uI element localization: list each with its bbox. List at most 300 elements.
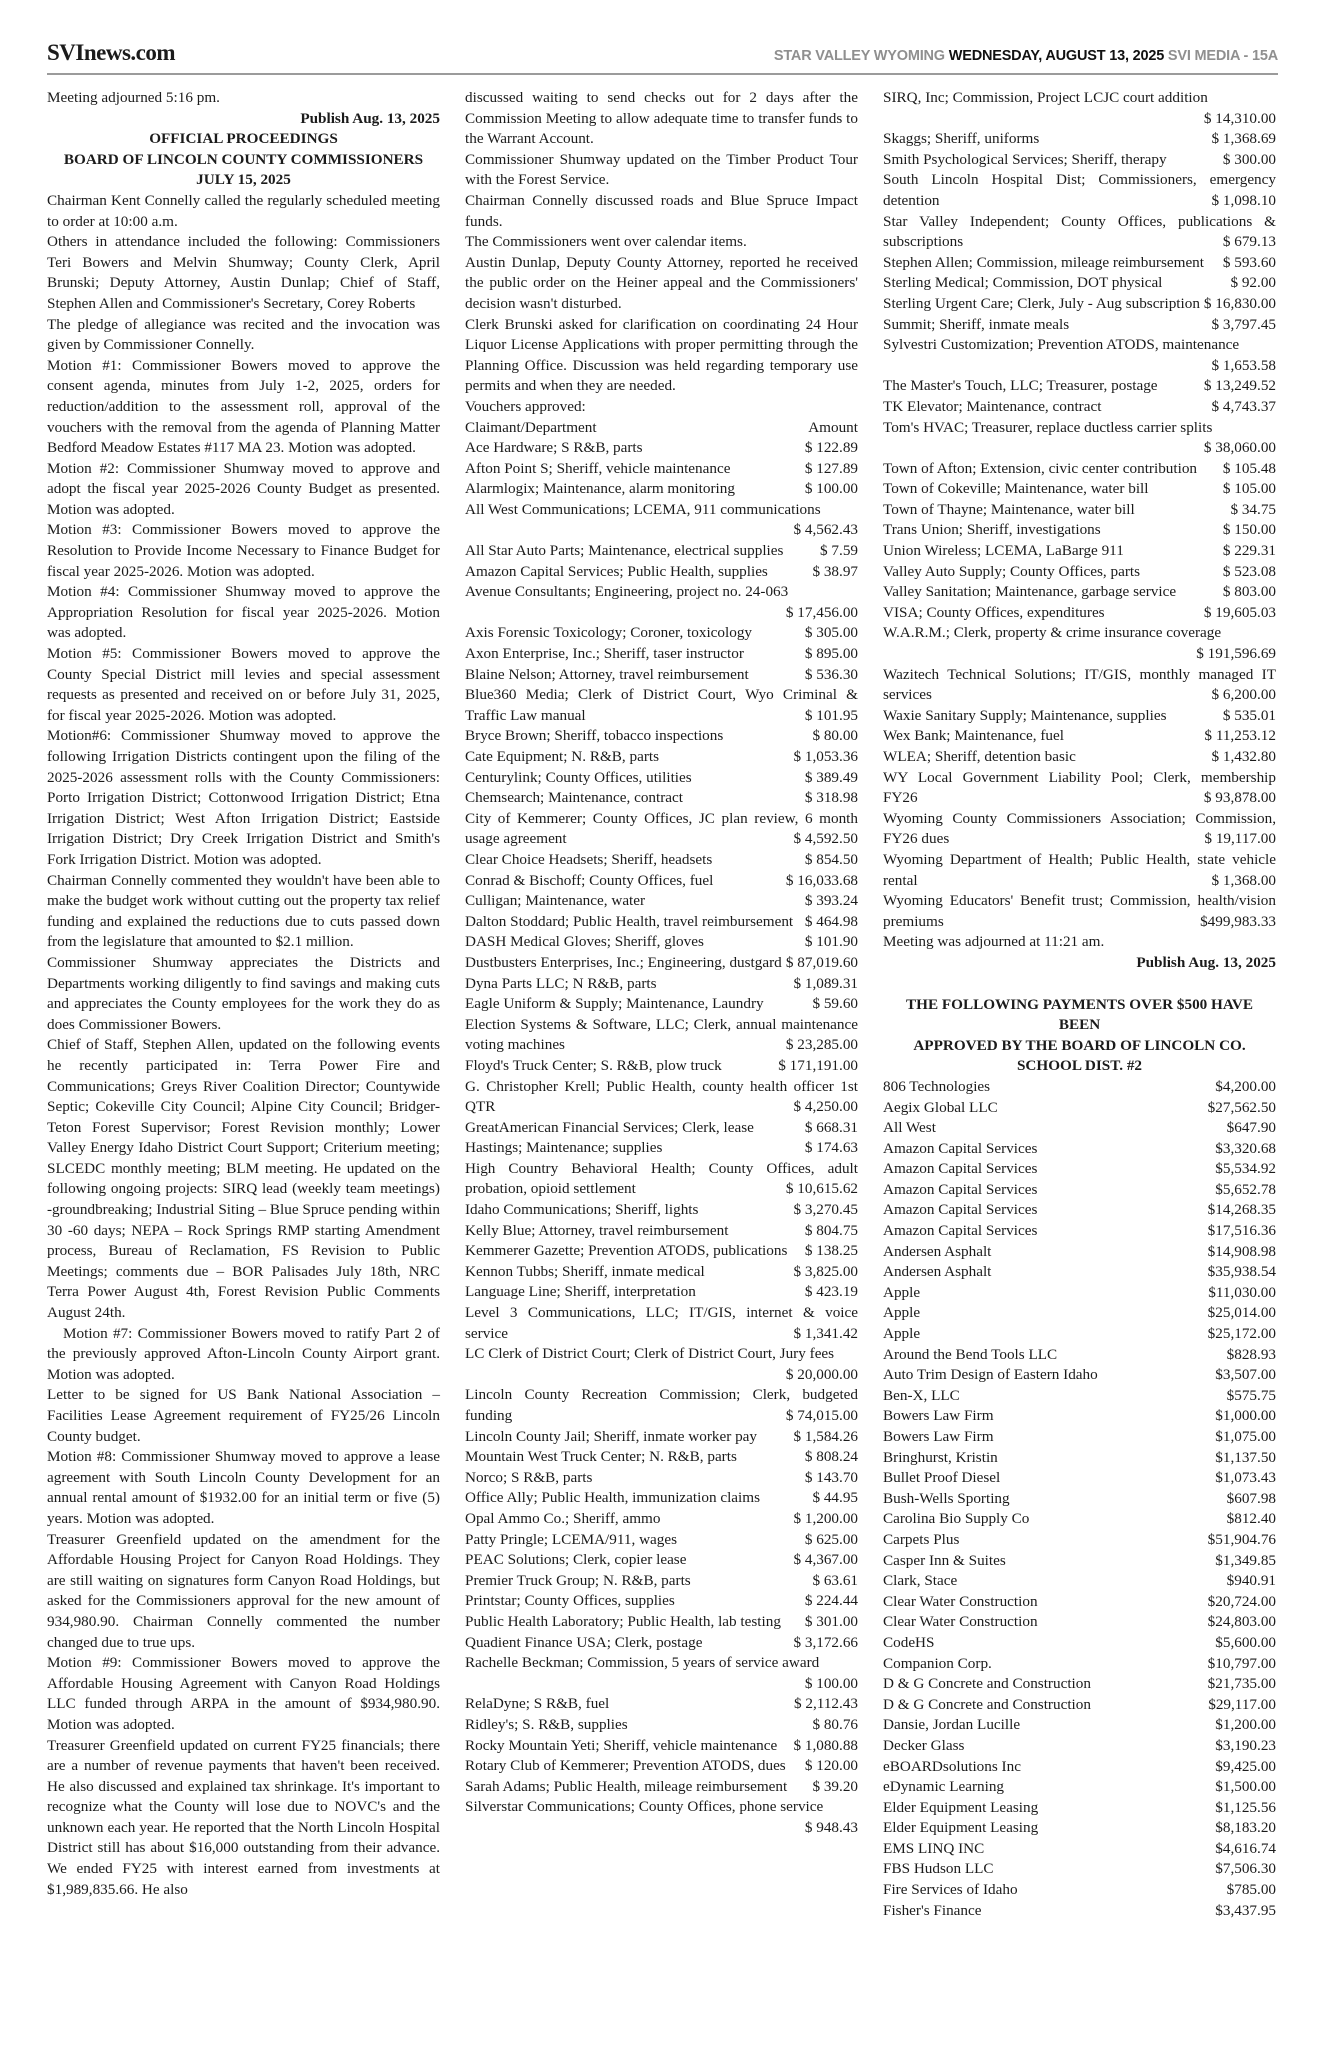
payment-row [883,1468,1276,1489]
voucher-row [465,1385,858,1426]
issue-location: STAR VALLEY WYOMING [773,48,945,64]
voucher-amount: $499,983.33 [1200,912,1276,930]
voucher-row [465,438,858,459]
body-paragraph: Commissioner Shumway appreciates the Districts and Departments working diligently to find savings and making cuts and appreciates the County employees for the work they do as does Commissioner Bowers. [47,953,440,1033]
body-paragraph: Motion #1: Commissioner Bowers moved to approve the consent agenda, minutes from July 1-2, 2025, orders for reduction/addition to the assessment roll, approval of the vouchers with the removal from the agenda of Planning Matter Bedford Meadow Estates #117 MA 23. Motion was adopted. [47,356,440,457]
payment-row [883,1489,1276,1510]
voucher-row [465,788,858,809]
voucher-row [883,603,1276,624]
voucher-amount: $ 1,200.00 [793,1509,858,1527]
voucher-claimant: Wyoming Department of Health; Public Health, state vehicle rental [883,850,1276,889]
body-paragraph: Chairman Kent Connelly called the regularly scheduled meeting to order at 10:00 a.m. [47,191,440,230]
voucher-row [465,1468,858,1489]
payment-row [883,1406,1276,1427]
voucher-row [465,1015,858,1056]
voucher-amount: $ 174.63 [804,1139,858,1157]
payment-vendor: EMS LINQ INC [883,1839,985,1857]
payment-row [883,1180,1276,1201]
voucher-amount: $ 229.31 [1222,542,1276,560]
voucher-claimant: Election Systems & Software, LLC; Clerk, annual maintenance voting machines [465,1015,858,1054]
payment-amount: $5,534.92 [1215,1160,1276,1178]
voucher-amount: $ 127.89 [804,459,858,477]
voucher-amount: $ 100.00 [804,1674,858,1692]
voucher-claimant: The Master's Touch, LLC; Treasurer, postage [883,377,1158,395]
voucher-claimant: Ace Hardware; S R&B, parts [465,439,643,457]
voucher-row [465,582,858,623]
voucher-claimant: Wex Bank; Maintenance, fuel [883,727,1064,745]
voucher-claimant: Wazitech Technical Solutions; IT/GIS, monthly managed IT services [883,665,1276,704]
voucher-claimant: Kelly Blue; Attorney, travel reimbursement [465,1221,729,1239]
voucher-row [465,1159,858,1200]
voucher-row [465,809,858,850]
payment-amount: $3,507.00 [1215,1366,1276,1384]
voucher-claimant: Silverstar Communications; County Offices, phone service [465,1798,824,1816]
voucher-amount: $ 1,341.42 [793,1324,858,1342]
voucher-amount: $ 3,270.45 [793,1201,858,1219]
payment-amount: $3,190.23 [1215,1736,1276,1754]
voucher-claimant: City of Kemmerer; County Offices, JC plan review, 6 month usage agreement [465,809,858,848]
voucher-amount: $ 593.60 [1222,253,1276,271]
voucher-row [883,500,1276,521]
payment-vendor: Companion Corp. [883,1654,992,1672]
column-3 [883,88,1276,1921]
payment-amount: $25,014.00 [1207,1304,1276,1322]
voucher-row [465,1550,858,1571]
voucher-amount: $ 523.08 [1222,562,1276,580]
payment-vendor: Amazon Capital Services [883,1222,1038,1240]
voucher-row [465,871,858,892]
payment-row [883,1901,1276,1922]
voucher-row [465,912,858,933]
voucher-amount: $ 300.00 [1222,150,1276,168]
voucher-claimant: WY Local Government Liability Pool; Clerk, membership FY26 [883,768,1276,807]
body-paragraph: Motion #7: Commissioner Bowers moved to ratify Part 2 of the previously approved Afton-Lincoln County Airport grant. Motion was adopted. [47,1324,440,1383]
voucher-row [883,418,1276,459]
voucher-row [883,273,1276,294]
voucher-amount: $ 93,878.00 [1203,789,1276,807]
voucher-claimant: Level 3 Communications, LLC; IT/GIS, internet & voice service [465,1304,858,1342]
voucher-claimant: All West Communications; LCEMA, 911 communications [465,500,821,518]
voucher-claimant: G. Christopher Krell; Public Health, county health officer 1st QTR [465,1077,858,1116]
payment-vendor: Amazon Capital Services [883,1201,1038,1219]
voucher-amount: $ 150.00 [1222,521,1276,539]
payment-vendor: Fisher's Finance [883,1901,982,1919]
voucher-claimant: Sylvestri Customization; Prevention ATODS, maintenance [883,336,1240,354]
voucher-row [883,623,1276,664]
payment-amount: $607.98 [1226,1489,1276,1507]
voucher-amount: $ 625.00 [804,1530,858,1548]
voucher-claimant: Trans Union; Sheriff, investigations [883,521,1101,539]
school-payments-heading [883,995,1276,1077]
voucher-claimant: Office Ally; Public Health, immunization claims [465,1489,760,1507]
voucher-row [883,88,1276,129]
voucher-claimant-header: Claimant/Department [465,418,597,436]
voucher-claimant: Smith Psychological Services; Sheriff, therapy [883,150,1167,168]
voucher-amount: $ 305.00 [804,624,858,642]
payment-amount: $11,030.00 [1208,1283,1276,1301]
payment-vendor: Amazon Capital Services [883,1180,1038,1198]
voucher-claimant: Sterling Medical; Commission, DOT physical [883,274,1163,292]
payment-row [883,1221,1276,1242]
voucher-amount: $ 38.97 [812,562,858,580]
voucher-row [883,747,1276,768]
adjourned-note: Meeting adjourned 5:16 pm. [47,89,220,106]
voucher-row [465,1282,858,1303]
voucher-amount: $ 393.24 [804,892,858,910]
payment-row [883,1612,1276,1633]
payment-vendor: D & G Concrete and Construction [883,1695,1091,1713]
payment-vendor: Clear Water Construction [883,1592,1038,1610]
voucher-claimant: Rocky Mountain Yeti; Sheriff, vehicle maintenance [465,1736,778,1754]
payment-vendor: Carolina Bio Supply Co [883,1510,1030,1528]
voucher-amount: $ 105.00 [1222,480,1276,498]
voucher-row [465,1777,858,1798]
voucher-amount: $ 948.43 [804,1818,858,1836]
voucher-amount: $ 19,117.00 [1204,830,1276,848]
voucher-claimant: Axon Enterprise, Inc.; Sheriff, taser instructor [465,645,744,663]
issue-line [774,48,1278,64]
payment-vendor: Fire Services of Idaho [883,1881,1018,1899]
voucher-row [465,726,858,747]
voucher-row [883,335,1276,376]
payment-amount: $5,652.78 [1215,1180,1276,1198]
payment-row [883,1427,1276,1448]
voucher-claimant: Ridley's; S. R&B, supplies [465,1715,628,1733]
payment-amount: $35,938.54 [1207,1263,1276,1281]
heading-line: BEEN [1058,1016,1101,1034]
voucher-amount: $ 1,080.88 [793,1736,858,1754]
body-paragraph: Motion #4: Commissioner Shumway moved to approve the Appropriation Resolution for fiscal year 2025-2026. Motion was adopted. [47,583,440,642]
voucher-amount: $ 44.95 [812,1489,858,1507]
payment-row [883,1242,1276,1263]
voucher-amount: $ 80.76 [812,1715,858,1733]
voucher-claimant: Clear Choice Headsets; Sheriff, headsets [465,850,713,868]
voucher-row [465,1715,858,1736]
payment-vendor: Andersen Asphalt [883,1242,992,1260]
voucher-row [465,479,858,500]
voucher-amount: $ 74,015.00 [785,1407,858,1424]
voucher-row [465,1571,858,1592]
site-logo: SVInews.com [47,40,176,65]
body-paragraph: Austin Dunlap, Deputy County Attorney, reported he received the public order on the Heiner appeal and the Commissioners' decision wasn't disturbed. [465,253,858,312]
body-paragraph: Treasurer Greenfield updated on current FY25 financials; there are a number of revenue payments that haven't been received. He also discussed and explained tax shrinkage. It's important to recognize what the County will lose due to NOVC's and the unknown each year. He reported that the North Lincoln Hospital District still has about $16,000 outstanding from their advance. We ended FY25 with interest earned from investments at $1,989,835.66. He also [47,1736,440,1898]
voucher-claimant: Stephen Allen; Commission, mileage reimbursement [883,253,1204,271]
voucher-claimant: Lincoln County Jail; Sheriff, inmate worker pay [465,1427,758,1445]
payment-row [883,1880,1276,1901]
voucher-row [883,706,1276,727]
voucher-claimant: Floyd's Truck Center; S. R&B, plow truck [465,1056,722,1074]
payment-amount: $10,797.00 [1207,1654,1276,1672]
body-paragraph: Commissioner Shumway updated on the Timber Product Tour with the Forest Service. [465,150,858,189]
voucher-row [465,1262,858,1283]
payment-vendor: CodeHS [883,1633,935,1651]
voucher-claimant: Avenue Consultants; Engineering, project no. 24-063 [465,583,789,601]
voucher-row [465,1633,858,1654]
payment-amount: $4,200.00 [1215,1077,1276,1095]
voucher-amount: $ 92.00 [1230,274,1276,292]
body-paragraph: Chief of Staff, Stephen Allen, updated on the following events he recently participated in: Terra Power Fire and Communications; Greys River Coalition Director; Countywide Septic; Cokeville City Council; Alpine City Council; Bridger-Teton Forest Supervisor; Forest Revision monthly; Lower Valley Energy Idaho District Court Support; Criterium meeting; SLCEDC monthly meeting; BLM meeting. He updated on the following ongoing projects: SIRQ lead (weekly team meetings) -groundbreaking; Industrial Siting – Blue Spruce pending within 30 -60 days; NEPA – Rock Springs RMP starting Amendment process, Bureau of Reclamation, FS Revision to Public Meetings; comments due – BOR Palisades July 18th, NRC Terra Power August 4th, Forest Revision Public Comments August 24th. [47,1036,440,1322]
voucher-claimant: Rachelle Beckman; Commission, 5 years of service award [465,1654,820,1672]
voucher-row [465,1612,858,1633]
voucher-amount: $ 3,797.45 [1211,315,1276,333]
body-paragraph: Chairman Connelly discussed roads and Blue Spruce Impact funds. [465,191,858,230]
payment-amount: $812.40 [1226,1510,1276,1528]
payment-amount: $1,000.00 [1215,1407,1276,1425]
voucher-amount: $ 101.95 [804,706,858,724]
publish-line: Publish Aug. 13, 2025 [300,109,440,127]
voucher-amount: $ 1,653.58 [1211,356,1276,374]
voucher-row [465,562,858,583]
voucher-claimant: Eagle Uniform & Supply; Maintenance, Laundry [465,995,764,1013]
voucher-claimant: Dustbusters Enterprises, Inc.; Engineering, dustgard [465,953,782,971]
body-paragraph: Letter to be signed for US Bank National Association – Facilities Lease Agreement requirement of FY25/26 Lincoln County budget. [47,1386,440,1445]
voucher-claimant: Town of Cokeville; Maintenance, water bill [883,480,1149,498]
voucher-claimant: Valley Sanitation; Maintenance, garbage service [883,583,1177,601]
voucher-claimant: Blaine Nelson; Attorney, travel reimbursement [465,665,749,683]
voucher-claimant: Wyoming County Commissioners Association; Commission, FY26 dues [883,809,1276,848]
voucher-amount: $ 301.00 [804,1612,858,1630]
body-paragraph: discussed waiting to send checks out for 2 days after the Commission Meeting to allow adequate time to transfer funds to the Warrant Account. [465,89,858,148]
voucher-claimant: Union Wireless; LCEMA, LaBarge 911 [883,542,1124,560]
voucher-row [883,253,1276,274]
payment-row [883,1571,1276,1592]
voucher-claimant: Blue360 Media; Clerk of District Court, Wyo Criminal & Traffic Law manual [465,686,858,724]
payment-amount: $575.75 [1226,1386,1276,1404]
body-paragraph: The pledge of allegiance was recited and the invocation was given by Commissioner Connelly. [47,315,440,354]
voucher-row [465,665,858,686]
voucher-amount: $ 4,250.00 [793,1098,858,1116]
voucher-row [465,541,858,562]
voucher-claimant: SIRQ, Inc; Commission, Project LCJC court addition [883,89,1208,106]
voucher-claimant: W.A.R.M.; Clerk, property & crime insurance coverage [883,624,1222,642]
payment-amount: $4,616.74 [1215,1839,1276,1857]
voucher-amount: $ 100.00 [804,480,858,498]
voucher-row [883,809,1276,850]
voucher-amount: $ 6,200.00 [1211,686,1276,704]
voucher-row [465,644,858,665]
voucher-amount: $ 808.24 [804,1448,858,1466]
heading-line: OFFICIAL PROCEEDINGS [149,130,338,148]
voucher-claimant: Opal Ammo Co.; Sheriff, ammo [465,1509,661,1527]
voucher-claimant: Quadient Finance USA; Clerk, postage [465,1633,703,1651]
payment-vendor: Elder Equipment Leasing [883,1819,1039,1837]
voucher-row [465,1118,858,1139]
voucher-row [883,891,1276,932]
payment-row [883,1530,1276,1551]
voucher-claimant: Town of Thayne; Maintenance, water bill [883,500,1135,518]
voucher-row [883,459,1276,480]
voucher-amount: $ 16,830.00 [1203,294,1276,312]
body-paragraph: Motion #3: Commissioner Bowers moved to approve the Resolution to Provide Income Necessary to Finance Budget for fiscal year 2025-2026. Motion was adopted. [47,521,440,580]
voucher-list-col3 [883,88,1276,932]
body-paragraph: Chairman Connelly commented they wouldn't have been able to make the budget work without cutting out the property tax relief funding and explained the reductions due to cuts passed down from the legislature that amounted to $2.1 million. [47,871,440,951]
voucher-row [465,1530,858,1551]
payment-row [883,1159,1276,1180]
voucher-amount: $ 668.31 [804,1118,858,1136]
payment-row [883,1324,1276,1345]
voucher-claimant: Skaggs; Sheriff, uniforms [883,130,1040,148]
voucher-row [465,850,858,871]
payment-row [883,1736,1276,1757]
voucher-claimant: Rotary Club of Kemmerer; Prevention ATODS, dues [465,1757,786,1775]
payment-vendor: Bowers Law Firm [883,1407,994,1425]
voucher-row [883,582,1276,603]
voucher-amount: $ 23,285.00 [785,1036,858,1054]
payment-row [883,1386,1276,1407]
payment-vendor: Bringhurst, Kristin [883,1448,998,1466]
payment-vendor: Apple [883,1283,921,1301]
voucher-row [465,1056,858,1077]
payment-amount: $14,268.35 [1207,1201,1276,1219]
voucher-row [883,726,1276,747]
voucher-amount: $ 38,060.00 [1203,439,1276,457]
voucher-row [883,170,1276,211]
column-1 [47,88,440,1921]
voucher-amount: $ 804.75 [804,1221,858,1239]
payment-row [883,1365,1276,1386]
voucher-row [465,1797,858,1838]
voucher-claimant: Centurylink; County Offices, utilities [465,768,692,786]
payment-vendor: eBOARDsolutions Inc [883,1757,1021,1775]
voucher-row [883,150,1276,171]
payment-amount: $1,500.00 [1215,1778,1276,1796]
voucher-claimant: Sarah Adams; Public Health, mileage reimbursement [465,1777,788,1795]
voucher-amount: $ 13,249.52 [1203,377,1276,395]
voucher-row [883,562,1276,583]
body-paragraph: Treasurer Greenfield updated on the amendment for the Affordable Housing Project for Canyon Road Holdings. They are still waiting on signatures form Canyon Road Holdings, but asked for the Commissioners approval for the new amount of 934,980.90. Chairman Connelly commented the number changed due to true ups. [47,1530,440,1651]
payment-row [883,1303,1276,1324]
voucher-claimant: Premier Truck Group; N. R&B, parts [465,1571,691,1589]
voucher-amount: $ 1,053.36 [793,748,858,765]
voucher-row [465,1447,858,1468]
payment-amount: $51,904.76 [1207,1530,1276,1548]
body-paragraph: Motion#6: Commissioner Shumway moved to approve the following Irrigation Districts contingent upon the filing of the 2025-2026 assessment rolls with the County Commissioners: Porto Irrigation District; Cottonwood Irrigation District; Etna Irrigation District; West Afton Irrigation District; Eastside Irrigation District; Dry Creek Irrigation District and Smith's Fork Irrigation District. Motion was adopted. [47,727,440,868]
voucher-claimant: GreatAmerican Financial Services; Clerk, lease [465,1118,754,1136]
payment-row [883,1818,1276,1839]
voucher-claimant: DASH Medical Gloves; Sheriff, gloves [465,933,704,951]
voucher-row [465,891,858,912]
payment-vendor: Casper Inn & Suites [883,1551,1006,1569]
voucher-claimant: Cate Equipment; N. R&B, parts [465,748,660,765]
payment-amount: $21,735.00 [1207,1675,1276,1693]
payment-vendor: Auto Trim Design of Eastern Idaho [883,1366,1098,1384]
payment-row [883,1859,1276,1880]
voucher-amount: $ 535.01 [1222,706,1276,724]
voucher-amount: $ 122.89 [804,439,858,457]
payment-row [883,1715,1276,1736]
voucher-claimant: Sterling Urgent Care; Clerk, July - Aug subscription [883,294,1200,312]
voucher-row [465,1221,858,1242]
voucher-amount: $ 14,310.00 [1203,109,1276,127]
voucher-claimant: Afton Point S; Sheriff, vehicle maintenance [465,459,731,477]
payment-vendor: Apple [883,1304,921,1322]
voucher-row [883,665,1276,706]
voucher-row [465,1756,858,1777]
payment-row [883,1139,1276,1160]
body-paragraph: Motion #9: Commissioner Bowers moved to approve the Affordable Housing Agreement with Canyon Road Holdings LLC funded through ARPA in the amount of $934,980.90. Motion was adopted. [47,1654,440,1733]
voucher-claimant: Wyoming Educators' Benefit trust; Commission, health/vision premiums [883,892,1276,930]
voucher-amount: $ 87,019.60 [785,953,858,971]
col2-paragraphs [465,88,858,418]
body-paragraph: Others in attendance included the following: Commissioners Teri Bowers and Melvin Shumway; County Clerk, April Brunski; Deputy Attorney, Austin Dunlap; Chief of Staff, Stephen Allen and Commissioner's Secretary, Corey Roberts [47,233,440,312]
payment-amount: $1,349.85 [1215,1551,1276,1569]
voucher-row [465,1694,858,1715]
payment-row [883,1757,1276,1778]
voucher-amount: $ 7.59 [820,542,858,560]
voucher-row [465,1653,858,1694]
payment-amount: $17,516.36 [1207,1222,1276,1240]
proceedings-heading [47,129,440,191]
voucher-row [465,1591,858,1612]
voucher-row [883,294,1276,315]
article-columns [47,88,1278,1921]
voucher-row [465,1200,858,1221]
payment-amount: $785.00 [1226,1881,1276,1899]
payment-vendor: D & G Concrete and Construction [883,1675,1091,1693]
voucher-amount: $ 3,825.00 [793,1262,858,1280]
payment-row [883,1448,1276,1469]
voucher-amount: $ 171,191.00 [778,1056,858,1074]
payment-vendor: Decker Glass [883,1736,965,1754]
voucher-header-row [465,418,858,439]
payment-amount: $14,908.98 [1207,1242,1276,1260]
voucher-amount: $ 1,584.26 [793,1427,858,1445]
heading-line: APPROVED BY THE BOARD OF LINCOLN CO. [913,1036,1246,1054]
payment-row [883,1345,1276,1366]
issue-date: WEDNESDAY, AUGUST 13, 2025 [948,48,1165,64]
voucher-claimant: Conrad & Bischoff; County Offices, fuel [465,871,714,889]
voucher-claimant: Hastings; Maintenance; supplies [465,1139,663,1157]
voucher-amount: $ 10,615.62 [785,1180,858,1198]
voucher-row [883,850,1276,891]
payment-amount: $3,437.95 [1215,1901,1276,1919]
voucher-claimant: High Country Behavioral Health; County Offices, adult probation, opioid settlement [465,1159,858,1198]
body-paragraph: Motion #5: Commissioner Bowers moved to approve the County Special District mill levies and special assessment requests as presented and received on or before July 31, 2025, for fiscal year 2025-2026. Motion was adopted. [47,645,440,724]
payment-amount: $940.91 [1226,1572,1276,1590]
voucher-claimant: South Lincoln Hospital Dist; Commissioners, emergency detention [883,171,1276,209]
voucher-amount: $ 11,253.12 [1204,727,1276,745]
voucher-amount: $ 389.49 [804,768,858,786]
payment-amount: $27,562.50 [1207,1098,1276,1116]
payment-row [883,1098,1276,1119]
voucher-claimant: All Star Auto Parts; Maintenance, electrical supplies [465,542,784,560]
payment-amount: $7,506.30 [1215,1860,1276,1878]
voucher-claimant: Star Valley Independent; County Offices, publications & subscriptions [883,212,1276,251]
voucher-amount: $ 138.25 [804,1242,858,1260]
payment-amount: $29,117.00 [1208,1695,1276,1713]
publish-line-2: Publish Aug. 13, 2025 [1136,953,1276,971]
voucher-claimant: RelaDyne; S R&B, fuel [465,1695,610,1713]
voucher-row [465,974,858,995]
voucher-claimant: Tom's HVAC; Treasurer, replace ductless carrier splits [883,418,1213,436]
voucher-claimant: Dyna Parts LLC; N R&B, parts [465,974,657,992]
payment-row [883,1674,1276,1695]
heading-line: JULY 15, 2025 [196,171,291,189]
voucher-amount: $ 4,367.00 [793,1551,858,1569]
payment-amount: $1,200.00 [1215,1716,1276,1734]
payment-vendor: Carpets Plus [883,1530,960,1548]
voucher-row [883,376,1276,397]
voucher-claimant: TK Elevator; Maintenance, contract [883,397,1102,415]
payment-amount: $25,172.00 [1207,1325,1276,1343]
payment-vendor: Andersen Asphalt [883,1263,992,1281]
voucher-claimant: Mountain West Truck Center; N. R&B, parts [465,1448,737,1466]
payment-amount: $1,073.43 [1215,1469,1276,1487]
voucher-row [465,459,858,480]
voucher-claimant: Chemsearch; Maintenance, contract [465,789,684,807]
voucher-amount: $ 803.00 [1222,583,1276,601]
payment-vendor: Bullet Proof Diesel [883,1469,1001,1487]
